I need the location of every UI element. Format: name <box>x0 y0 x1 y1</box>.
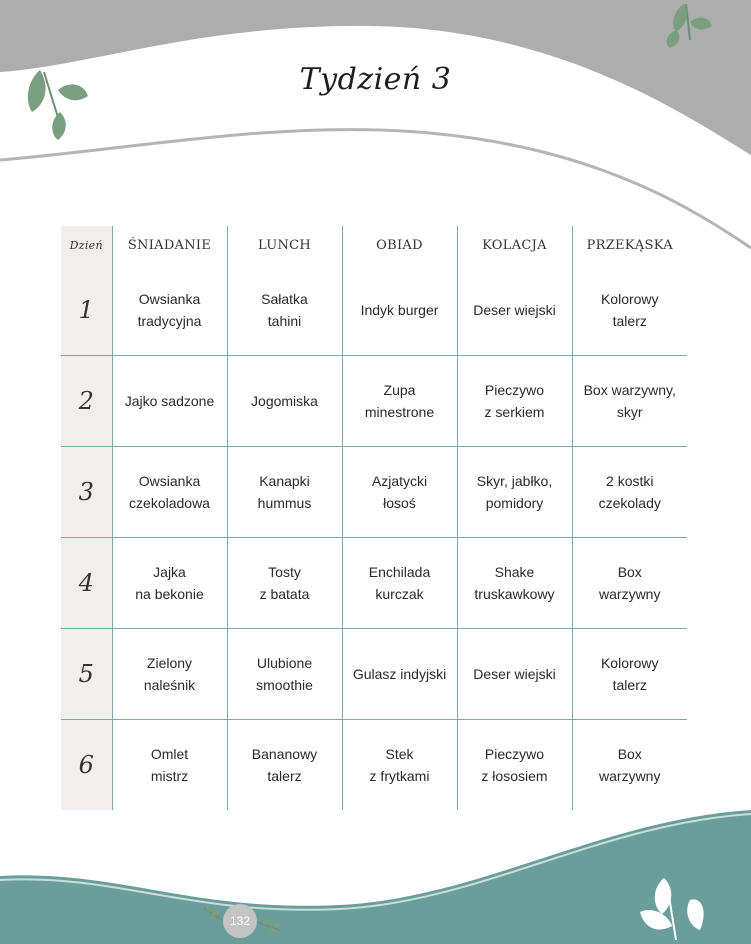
table-row <box>61 720 687 811</box>
meal-plan-table <box>61 226 687 810</box>
day-number: 4 <box>61 538 112 629</box>
meal-cell: Indyk burger <box>342 265 457 356</box>
meal-cell: Kolorowy talerz <box>572 265 687 356</box>
day-number: 1 <box>61 265 112 356</box>
meal-cell: Owsianka tradycyjna <box>112 265 227 356</box>
table-row <box>61 538 687 629</box>
meal-cell: Jajko sadzone <box>112 356 227 447</box>
header-breakfast: ŚNIADANIE <box>112 226 227 265</box>
meal-cell: Gulasz indyjski <box>342 629 457 720</box>
meal-cell: Zielony naleśnik <box>112 629 227 720</box>
meal-cell: Omlet mistrz <box>112 720 227 811</box>
meal-cell: Sałatka tahini <box>227 265 342 356</box>
meal-cell: Box warzywny <box>572 538 687 629</box>
header-supper: KOLACJA <box>457 226 572 265</box>
table-row <box>61 629 687 720</box>
day-number: 5 <box>61 629 112 720</box>
table-row <box>61 356 687 447</box>
meal-cell: Box warzywny, skyr <box>572 356 687 447</box>
header-snack: PRZEKĄSKA <box>572 226 687 265</box>
day-number: 6 <box>61 720 112 811</box>
meal-cell: Tosty z batata <box>227 538 342 629</box>
footer-wave <box>0 810 751 944</box>
page-title: Tydzień 3 <box>299 62 452 97</box>
meal-cell: Box warzywny <box>572 720 687 811</box>
header-dinner: OBIAD <box>342 226 457 265</box>
table-row <box>61 265 687 356</box>
header-lunch: LUNCH <box>227 226 342 265</box>
meal-cell: Kolorowy talerz <box>572 629 687 720</box>
meal-cell: Pieczywo z łososiem <box>457 720 572 811</box>
meal-cell: 2 kostki czekolady <box>572 447 687 538</box>
meal-cell: Enchilada kurczak <box>342 538 457 629</box>
meal-cell: Skyr, jabłko, pomidory <box>457 447 572 538</box>
meal-cell: Stek z frytkami <box>342 720 457 811</box>
meal-cell: Deser wiejski <box>457 265 572 356</box>
meal-cell: Ulubione smoothie <box>227 629 342 720</box>
meal-cell: Pieczywo z serkiem <box>457 356 572 447</box>
table-header-row <box>61 226 687 265</box>
meal-cell: Zupa minestrone <box>342 356 457 447</box>
meal-cell: Jogomiska <box>227 356 342 447</box>
meal-cell: Kanapki hummus <box>227 447 342 538</box>
meal-cell: Bananowy talerz <box>227 720 342 811</box>
header-day: Dzień <box>61 226 112 265</box>
meal-cell: Azjatycki łosoś <box>342 447 457 538</box>
meal-cell: Shake truskawkowy <box>457 538 572 629</box>
meal-cell: Owsianka czekoladowa <box>112 447 227 538</box>
day-number: 2 <box>61 356 112 447</box>
meal-cell: Jajka na bekonie <box>112 538 227 629</box>
table-row <box>61 447 687 538</box>
day-number: 3 <box>61 447 112 538</box>
page-number: 132 <box>223 904 257 938</box>
meal-cell: Deser wiejski <box>457 629 572 720</box>
